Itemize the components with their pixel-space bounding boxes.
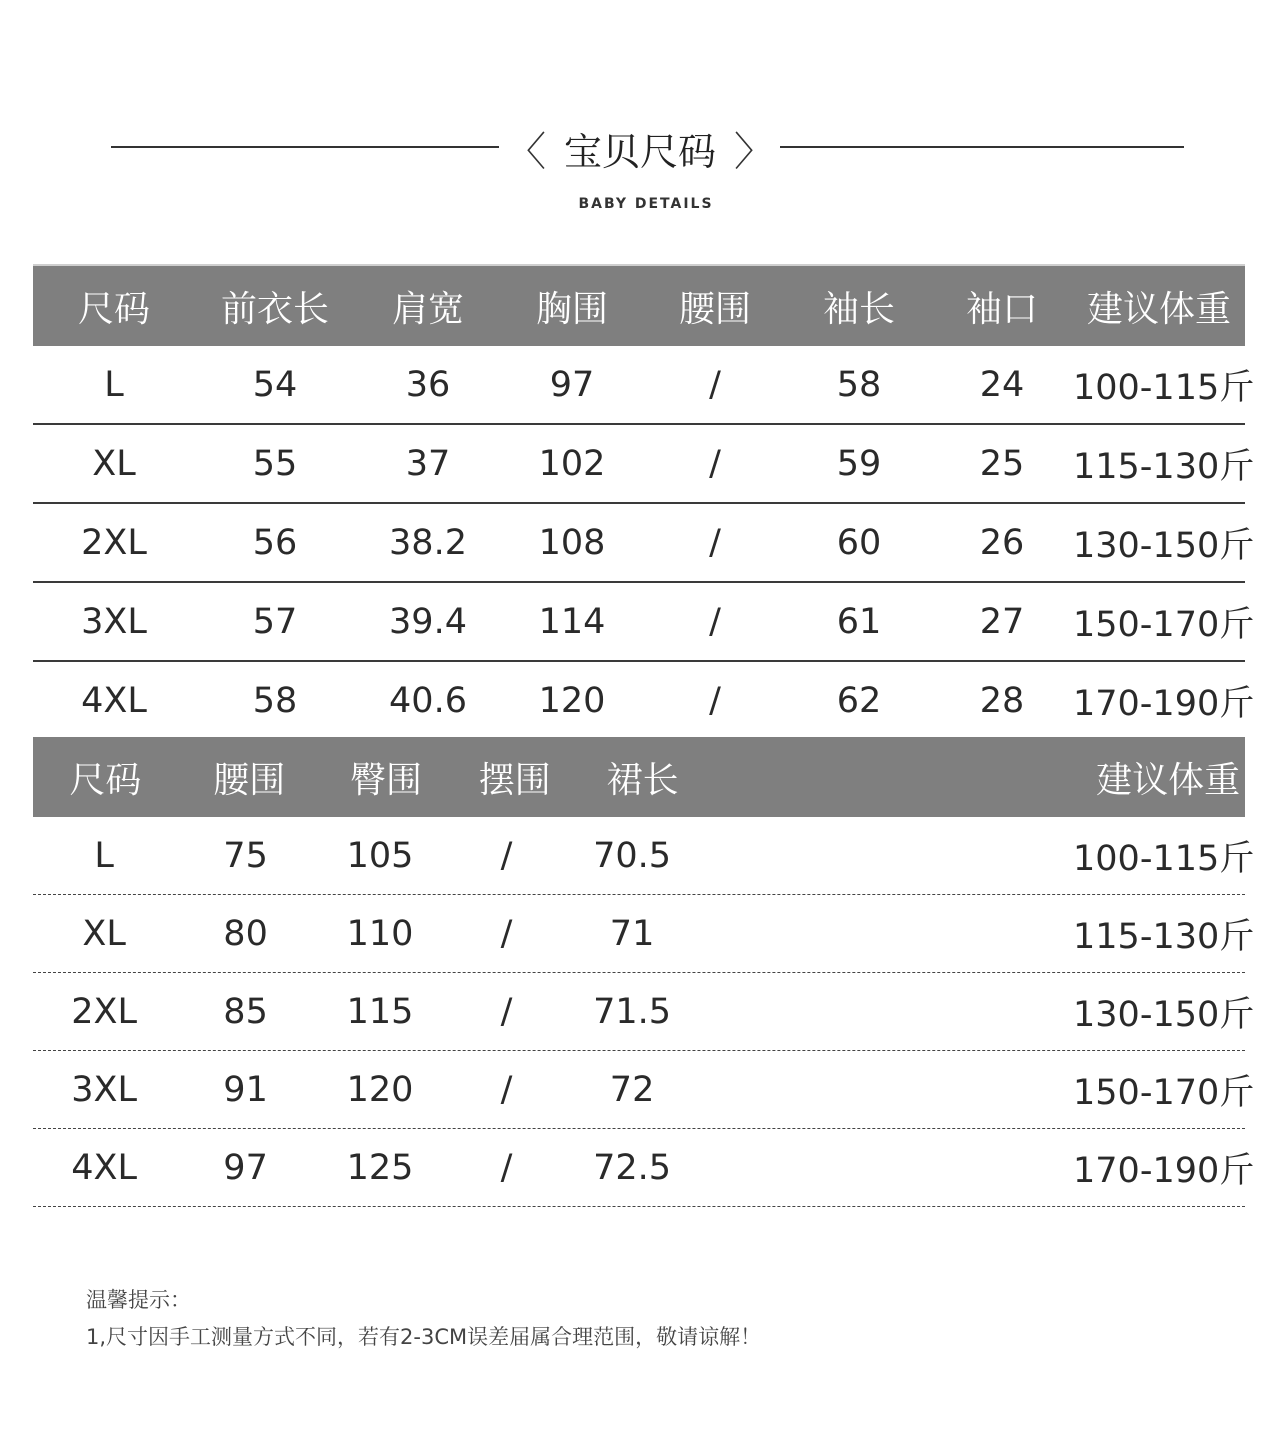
table-cell: 3XL: [81, 601, 147, 642]
table-cell: 62: [836, 680, 882, 721]
table-cell: 85: [223, 991, 268, 1032]
notes-title: 温馨提示：: [86, 1288, 191, 1312]
table-cell: 75: [223, 835, 268, 876]
table-cell: 40.6: [389, 680, 467, 721]
table-cell: /: [709, 364, 721, 405]
chevron-right-icon: 〉: [734, 128, 774, 175]
table-cell: /: [500, 991, 513, 1032]
top-size-table: [33, 264, 1255, 739]
section-subtitle: BABY DETAILS: [578, 196, 714, 212]
table-cell: 38.2: [389, 522, 467, 563]
table-row: [33, 895, 1255, 973]
header-cell: 袖长: [822, 288, 895, 330]
table-cell: 150-170斤: [1073, 604, 1255, 645]
header-cell: 袖口: [965, 288, 1038, 330]
header-cell: 腰围: [213, 759, 286, 801]
header-cell: 建议体重: [1096, 759, 1241, 801]
section-title-text: 宝贝尺码: [563, 129, 716, 174]
table-cell: 70.5: [593, 835, 672, 876]
table-cell: 114: [538, 601, 606, 642]
section-title: [500, 118, 780, 178]
table-cell: 58: [252, 680, 298, 721]
table-cell: 115-130斤: [1073, 446, 1255, 487]
table-row: [33, 817, 1255, 895]
header-rule-left: [111, 146, 499, 148]
table-cell: 2XL: [71, 991, 138, 1032]
table-cell: /: [709, 522, 721, 563]
table-cell: 100-115斤: [1073, 367, 1255, 408]
table-cell: 130-150斤: [1073, 994, 1255, 1035]
header-cell: 胸围: [535, 288, 608, 330]
table-cell: 102: [538, 443, 606, 484]
notes-block: [86, 1282, 761, 1356]
table-cell: /: [500, 835, 513, 876]
table-cell: 110: [346, 913, 414, 954]
table-row: [33, 425, 1255, 504]
table-row: [33, 346, 1255, 425]
table-cell: 55: [252, 443, 298, 484]
table-cell: 26: [979, 522, 1025, 563]
header-cell: 裙长: [606, 759, 679, 801]
table-cell: 25: [979, 443, 1025, 484]
table-cell: 3XL: [71, 1069, 138, 1110]
table-cell: 170-190斤: [1073, 1150, 1255, 1191]
header-rule-right: [780, 146, 1184, 148]
table-cell: 125: [346, 1147, 414, 1188]
table-row: [33, 973, 1255, 1051]
table-cell: 72: [609, 1069, 655, 1110]
header-cell: 摆围: [478, 759, 551, 801]
table-cell: /: [500, 1069, 513, 1110]
table-cell: 2XL: [81, 522, 147, 563]
header-cell: 腰围: [678, 288, 751, 330]
table-cell: 97: [223, 1147, 268, 1188]
header-cell: 肩宽: [391, 288, 464, 330]
table-cell: 56: [252, 522, 298, 563]
header-cell: 前衣长: [220, 288, 329, 330]
table-cell: 61: [836, 601, 882, 642]
header-cell: 臀围: [350, 759, 423, 801]
table-cell: 120: [538, 680, 606, 721]
table-cell: L: [104, 364, 124, 405]
notes-line: 1,尺寸因手工测量方式不同，若有2-3CM误差届属合理范围，敬请谅解！: [86, 1325, 762, 1349]
table-cell: 27: [979, 601, 1025, 642]
table-cell: /: [500, 913, 513, 954]
table-cell: /: [709, 443, 721, 484]
table-cell: 39.4: [389, 601, 467, 642]
table-cell: 80: [223, 913, 268, 954]
table-cell: 105: [346, 835, 414, 876]
table-row: [33, 504, 1255, 583]
table-cell: 71.5: [593, 991, 672, 1032]
table-cell: 115: [346, 991, 414, 1032]
table-cell: 24: [979, 364, 1025, 405]
table-row: [33, 1129, 1255, 1207]
table-cell: 150-170斤: [1073, 1072, 1255, 1113]
table-cell: L: [94, 835, 114, 876]
table-cell: 120: [346, 1069, 414, 1110]
table-row: [33, 583, 1255, 662]
table-cell: 4XL: [71, 1147, 138, 1188]
table-header-row: [33, 737, 1245, 817]
chevron-left-icon: 〈: [505, 128, 546, 175]
table-cell: 91: [223, 1069, 268, 1110]
header-cell: 建议体重: [1086, 288, 1231, 330]
table-row: [33, 1051, 1255, 1129]
header-cell: 尺码: [69, 759, 142, 801]
table-row: [33, 662, 1255, 739]
table-cell: 54: [252, 364, 298, 405]
table-cell: 4XL: [81, 680, 147, 721]
table-cell: 28: [979, 680, 1025, 721]
table-cell: 58: [836, 364, 882, 405]
table-header-row: [33, 264, 1245, 346]
table-cell: 37: [405, 443, 451, 484]
table-cell: 108: [538, 522, 606, 563]
table-cell: 130-150斤: [1073, 525, 1255, 566]
table-cell: 100-115斤: [1073, 838, 1255, 879]
table-cell: XL: [92, 443, 136, 484]
table-cell: 36: [405, 364, 451, 405]
table-cell: 59: [836, 443, 882, 484]
table-cell: 60: [836, 522, 882, 563]
table-cell: 115-130斤: [1073, 916, 1255, 957]
table-cell: 57: [252, 601, 298, 642]
table-cell: 72.5: [593, 1147, 672, 1188]
table-cell: /: [709, 680, 721, 721]
header-cell: 尺码: [77, 288, 150, 330]
table-cell: /: [709, 601, 721, 642]
bottom-size-table: [33, 737, 1255, 1207]
table-cell: 97: [549, 364, 595, 405]
table-cell: 170-190斤: [1073, 683, 1255, 724]
table-cell: 71: [609, 913, 655, 954]
table-cell: XL: [82, 913, 126, 954]
table-cell: /: [500, 1147, 513, 1188]
